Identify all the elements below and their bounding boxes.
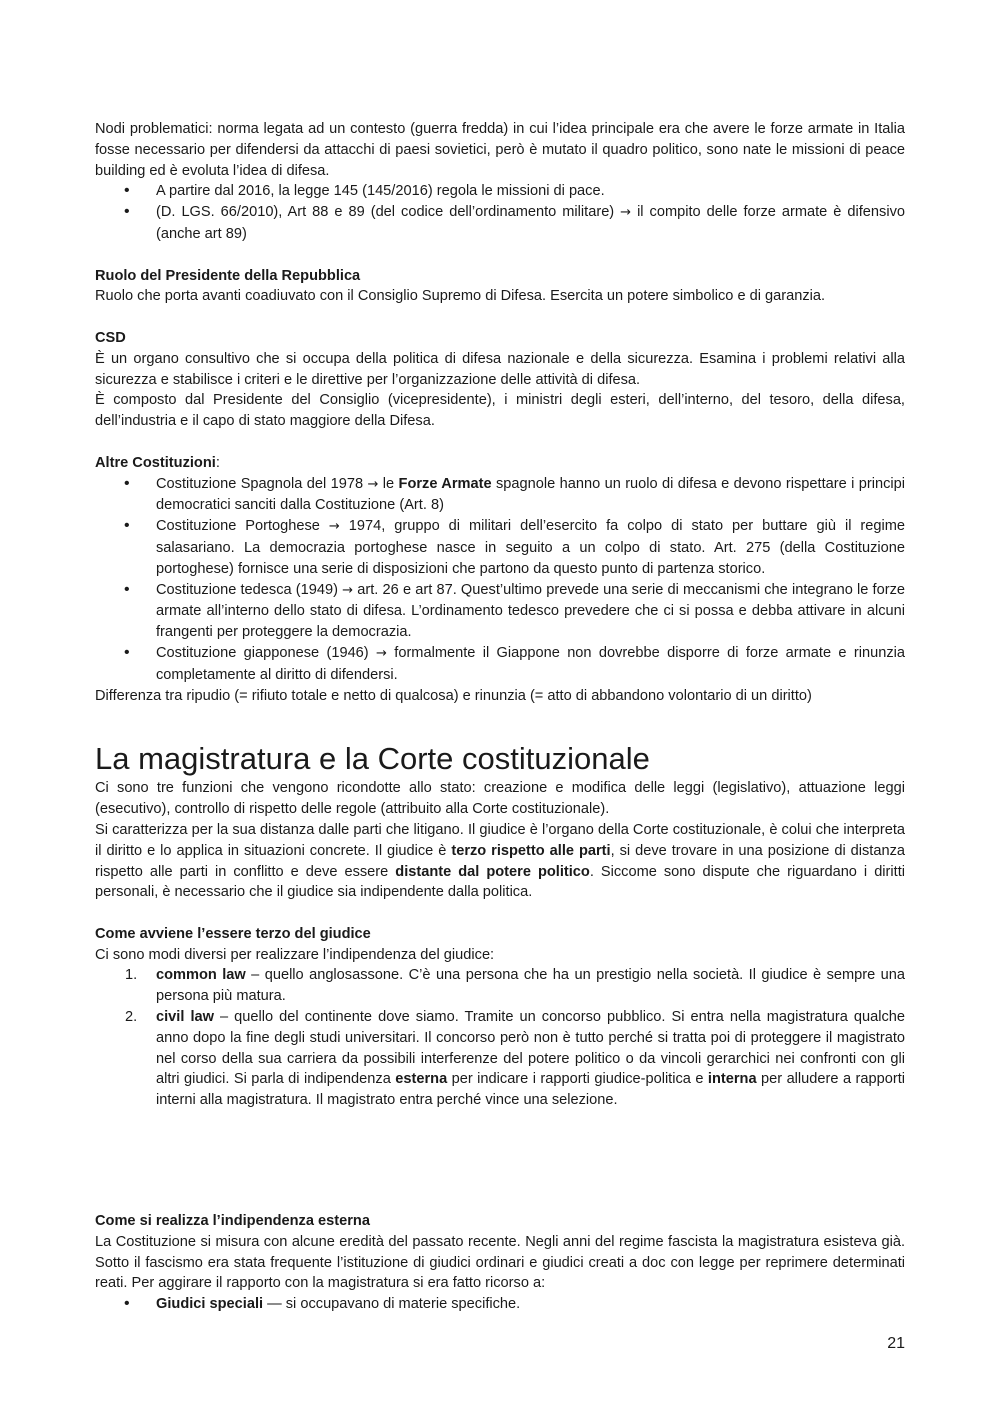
paragraph: È composto dal Presidente del Consiglio (vicepresidente), i ministri degli esteri, dell’interno, del tesoro, della difesa, dell’industria e il capo di stato maggiore della Difesa. bbox=[95, 392, 905, 430]
arrow-right-icon: → bbox=[376, 645, 387, 661]
bold-text: distante dal potere politico bbox=[395, 863, 590, 880]
paragraph bbox=[95, 820, 905, 903]
paragraph-text: , si deve trovare in una posizione di distanza rispetto alle parti in conflitto e deve essere bbox=[95, 842, 905, 880]
list-item-text: per indicare i rapporti giudice-politica e bbox=[447, 1071, 708, 1088]
list-item-text: spagnole hanno un ruolo di difesa e devono rispettare i principi democratici sanciti dalla Costituzione (Art. 8) bbox=[156, 475, 905, 514]
arrow-right-icon: → bbox=[342, 582, 354, 598]
section-heading: Come si realizza l’indipendenza esterna bbox=[95, 1213, 370, 1230]
bold-text: interna bbox=[707, 1071, 757, 1088]
bold-text: terzo rispetto alle parti bbox=[451, 842, 611, 859]
list-item-text: 1974, gruppo di militari dell’esercito fa colpo di stato per buttare giù il regime salasariano. La democrazia portoghese nasce in seguito a un colpo di stato. Art. 275 (della Costituzione portoghese) fornisce una serie di disposizioni che partono da questo punto di partenza storico. bbox=[156, 518, 906, 577]
paragraph-text: . Siccome sono dispute che riguardano i diritti personali, è necessario che il giudice sia indipendente dalla politica. bbox=[95, 863, 906, 901]
list-item-text: il compito delle forze armate è difensivo (anche art 89) bbox=[156, 204, 905, 242]
list-item bbox=[95, 643, 905, 686]
page-content bbox=[95, 119, 905, 1315]
bold-text: civil law bbox=[156, 1009, 214, 1026]
list-item-text: A partire dal 2016, la legge 145 (145/2016) regola le missioni di pace. bbox=[156, 183, 605, 200]
list-item-text: — si occupavano di materie specifiche. bbox=[263, 1296, 521, 1313]
paragraph-text: Si caratterizza per la sua distanza dalle parti che litigano. Il giudice è l’organo della Corte costituzionale, è colui che interpreta il diritto e lo applica in situazioni concrete. Il giudice è bbox=[95, 821, 905, 859]
section-heading-line bbox=[95, 453, 905, 474]
heading-colon: : bbox=[215, 454, 220, 471]
paragraph: Differenza tra ripudio (= rifiuto totale e netto di qualcosa) e rinunzia (= atto di abbandono volontario di un diritto) bbox=[95, 687, 812, 704]
bullet-list bbox=[95, 1294, 905, 1315]
list-item bbox=[95, 202, 905, 245]
list-item bbox=[95, 580, 905, 643]
bullet-list bbox=[95, 181, 905, 244]
list-item-text: le bbox=[378, 475, 399, 492]
list-item-text: Costituzione Spagnola del 1978 bbox=[156, 475, 368, 492]
list-item bbox=[95, 474, 905, 517]
list-item-text: (D. LGS. 66/2010), Art 88 e 89 (del codice dell’ordinamento militare) bbox=[156, 204, 615, 221]
numbered-list bbox=[95, 965, 905, 1111]
chapter-title: La magistratura e la Corte costituzionale bbox=[95, 741, 650, 777]
bullet-list bbox=[95, 474, 905, 686]
list-item-text: art. 26 e art 87. Quest’ultimo prevede una serie di meccanismi che integrano le forze armate all’interno dello stato di difesa. L’ordinamento tedesco prevedere che ci si possa e debba attivare in alcuni frangenti per proteggere la democrazia. bbox=[156, 581, 905, 641]
list-item bbox=[95, 1007, 905, 1111]
arrow-right-icon: → bbox=[620, 205, 632, 221]
paragraph: Ruolo che porta avanti coadiuvato con il Consiglio Supremo di Difesa. Esercita un potere simbolico e di garanzia. bbox=[95, 288, 826, 305]
list-item bbox=[95, 965, 905, 1007]
list-number: 1. bbox=[125, 967, 138, 984]
bold-text: Forze Armate bbox=[398, 475, 492, 492]
list-item bbox=[95, 516, 905, 579]
list-item-text: – quello anglosassone. C’è una persona che ha un prestigio nella società. Il giudice è sempre una persona più matura. bbox=[156, 967, 906, 1005]
paragraph: Nodi problematici: norma legata ad un contesto (guerra fredda) in cui l’idea principale era che avere le forze armate in Italia fosse necessario per difendersi da attacchi di paesi sovietici, però è mutato il quadro politico, sono nate le missioni di peace building ed è evoluta l’idea di difesa. bbox=[95, 121, 905, 179]
bold-text: Giudici speciali bbox=[156, 1296, 264, 1313]
arrow-right-icon: → bbox=[367, 476, 379, 492]
list-item-text: Costituzione tedesca (1949) bbox=[156, 581, 343, 598]
bold-text: esterna bbox=[395, 1071, 448, 1088]
list-number: 2. bbox=[125, 1009, 138, 1026]
section-heading: CSD bbox=[95, 329, 126, 346]
arrow-right-icon: → bbox=[328, 519, 340, 535]
list-item-text: per alludere a rapporti interni alla magistratura. Il magistrato entra perché vince una selezione. bbox=[156, 1071, 905, 1109]
section-heading: Come avviene l’essere terzo del giudice bbox=[95, 925, 371, 942]
paragraph: Ci sono tre funzioni che vengono ricondotte allo stato: creazione e modifica delle leggi (legislativo), attuazione leggi (esecutivo), controllo di rispetto delle regole (attribuito alla Corte costituzionale). bbox=[95, 780, 905, 818]
paragraph: È un organo consultivo che si occupa della politica di difesa nazionale e della sicurezza. Esamina i problemi relativi alla sicurezza e stabilisce i criteri e le direttive per l’organizzazione delle attività di difesa. bbox=[95, 350, 905, 388]
list-item-text: Costituzione Portoghese bbox=[156, 518, 329, 535]
paragraph: Ci sono modi diversi per realizzare l’indipendenza del giudice: bbox=[95, 946, 495, 963]
list-item-text: Costituzione giapponese (1946) bbox=[156, 644, 377, 661]
section-heading: Ruolo del Presidente della Repubblica bbox=[95, 267, 361, 284]
section-heading: Altre Costituzioni bbox=[95, 454, 216, 471]
page-number: 21 bbox=[887, 1335, 905, 1352]
paragraph: La Costituzione si misura con alcune eredità del passato recente. Negli anni del regime fascista la magistratura esisteva già. Sotto il fascismo era stata frequente l’istituzione di giudici ordinari e giudici creati a doc con legge per reprimere determinati reati. Per aggirare il rapporto con la magistratura si era fatto ricorso a: bbox=[95, 1233, 905, 1292]
list-item bbox=[95, 181, 905, 202]
list-item-text: – quello del continente dove siamo. Tramite un concorso pubblico. Si entra nella magistratura qualche anno dopo la fine degli studi universitari. Il concorso però non è tutto perché si tratta poi di proteggere il magistrato nel corso della sua carriera da possibili interferenze del potere politico o da vincoli gerarchici nei confronti con gli altri giudici. Si parla di indipendenza bbox=[156, 1009, 905, 1088]
bold-text: common law bbox=[156, 967, 246, 984]
list-item bbox=[95, 1294, 905, 1315]
list-item-text: formalmente il Giappone non dovrebbe disporre di forze armate e rinunzia completamente al diritto di difendersi. bbox=[156, 644, 905, 683]
